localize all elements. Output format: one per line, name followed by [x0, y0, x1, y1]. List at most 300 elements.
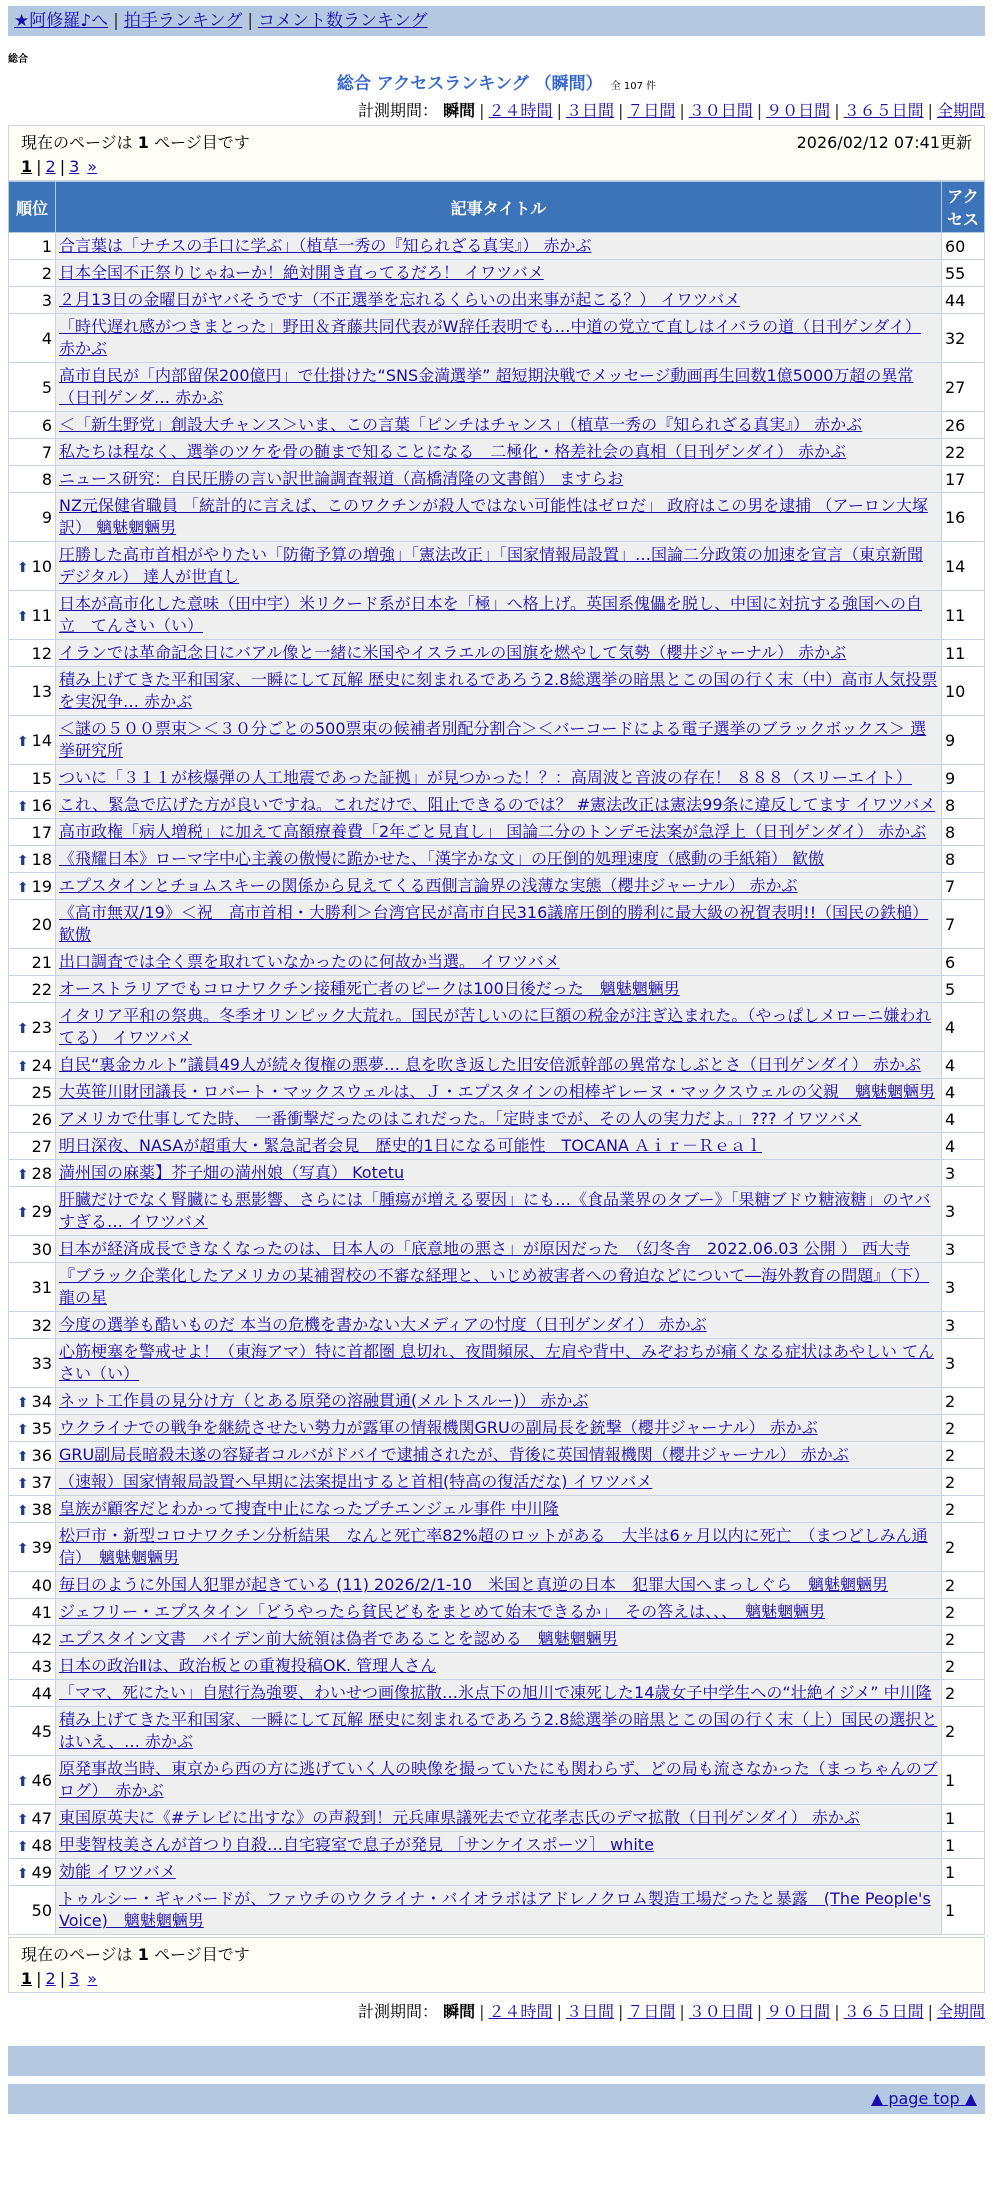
applause-ranking-link[interactable]: 拍手ランキング	[123, 11, 243, 31]
access-count: 8	[942, 792, 985, 819]
period-current: 瞬間	[443, 2002, 476, 2021]
access-count: 1	[942, 1886, 985, 1935]
title-cell	[56, 412, 942, 439]
rank-number: 35	[31, 1418, 52, 1438]
table-row	[9, 1003, 985, 1052]
rank-cell	[9, 363, 56, 412]
title-cell	[56, 1832, 942, 1859]
pager-page-3[interactable]: 3	[69, 157, 80, 176]
access-count: 55	[942, 260, 985, 287]
rank-number: 6	[41, 415, 52, 435]
title-cell	[56, 792, 942, 819]
rank-cell	[9, 716, 56, 765]
rank-cell	[9, 846, 56, 873]
title-cell	[56, 949, 942, 976]
rank-cell	[9, 1832, 56, 1859]
table-row	[9, 1805, 985, 1832]
article-link[interactable]: 出口調査では全く票を取れていなかったのに何故か当選。 イワツバメ	[59, 952, 560, 971]
up-arrow-icon: ⬆	[16, 1811, 29, 1828]
table-row	[9, 1653, 985, 1680]
pager-next[interactable]: »	[87, 1969, 98, 1988]
table-row	[9, 1388, 985, 1415]
rank-cell	[9, 412, 56, 439]
rank-cell	[9, 1079, 56, 1106]
table-row	[9, 1680, 985, 1707]
rank-number: 11	[31, 605, 52, 625]
title-cell	[56, 667, 942, 716]
up-arrow-icon: ⬆	[16, 879, 29, 896]
table-row	[9, 819, 985, 846]
rank-number: 36	[31, 1445, 52, 1465]
title-cell	[56, 1626, 942, 1653]
article-link[interactable]: 「時代遅れ感がつきまとった」野田＆斉藤共同代表がW辞任表明でも…中道の党立て直しはイバラの道（日刊ゲンダイ） 赤かぶ	[59, 317, 921, 358]
table-row	[9, 287, 985, 314]
table-row	[9, 1859, 985, 1886]
rank-number: 28	[31, 1163, 52, 1183]
table-row	[9, 1187, 985, 1236]
footer-bar	[8, 2046, 985, 2076]
up-arrow-icon: ⬆	[16, 1540, 29, 1557]
access-count: 2	[942, 1653, 985, 1680]
article-link[interactable]: オーストラリアでもコロナワクチン接種死亡者のピークは100日後だった 魑魅魍魎男	[59, 979, 680, 998]
article-link[interactable]: 日本が高市化した意味（田中宇）米リクード系が日本を「極」へ格上げ。英国系傀儡を脱し、中国に対抗する強国への自立 てんさい（い）	[59, 594, 923, 635]
period-24h[interactable]: ２４時間	[488, 101, 553, 120]
rank-cell	[9, 1707, 56, 1756]
period-30d[interactable]: ３０日間	[688, 2002, 753, 2021]
access-count: 2	[942, 1572, 985, 1599]
article-link[interactable]: 自民“裏金カルト”議員49人が続々復権の悪夢… 息を吹き返した旧安倍派幹部の異常なしぶとさ（日刊ゲンダイ） 赤かぶ	[59, 1055, 921, 1074]
title-cell	[56, 1339, 942, 1388]
rank-number: 16	[31, 795, 52, 815]
table-row	[9, 260, 985, 287]
ranking-table	[8, 181, 985, 1935]
table-row	[9, 1707, 985, 1756]
up-arrow-icon: ⬆	[16, 1838, 29, 1855]
rank-number: 41	[31, 1602, 52, 1622]
article-link[interactable]: 東国原英夫に《#テレビに出すな》の声殺到！元兵庫県議死去で立花孝志氏のデマ拡散（日刊ゲンダイ） 赤かぶ	[59, 1808, 860, 1827]
access-count: 44	[942, 287, 985, 314]
access-count: 10	[942, 667, 985, 716]
article-link[interactable]: NZ元保健省職員 「統計的に言えば、このワクチンが殺人ではない可能性はゼロだ」 政府はこの男を逮捕 （アーロン大塚訳） 魑魅魍魎男	[59, 496, 928, 537]
title-cell	[56, 591, 942, 640]
access-count: 26	[942, 412, 985, 439]
period-all[interactable]: 全期間	[936, 2002, 985, 2021]
up-arrow-icon: ⬆	[16, 559, 29, 576]
rank-number: 18	[31, 849, 52, 869]
rank-number: 7	[41, 442, 52, 462]
title-cell	[56, 233, 942, 260]
pager-page-3[interactable]: 3	[69, 1969, 80, 1988]
title-cell	[56, 716, 942, 765]
rank-number: 37	[31, 1472, 52, 1492]
table-row	[9, 976, 985, 1003]
period-30d[interactable]: ３０日間	[688, 101, 753, 120]
rank-number: 1	[41, 236, 52, 256]
article-link[interactable]: 『ブラック企業化したアメリカの某補習校の不審な経理と、いじめ被害者への脅迫などについて―海外教育の問題』（下） 龍の星	[59, 1266, 930, 1307]
access-count: 4	[942, 1003, 985, 1052]
title-cell	[56, 1707, 942, 1756]
title-cell	[56, 1106, 942, 1133]
table-row	[9, 765, 985, 792]
table-row	[9, 412, 985, 439]
article-link[interactable]: イランでは革命記念日にバアル像と一緒に米国やイスラエルの国旗を燃やして気勢（櫻井ジャーナル） 赤かぶ	[59, 643, 847, 662]
table-row	[9, 1339, 985, 1388]
rank-number: 43	[31, 1656, 52, 1676]
table-row	[9, 1832, 985, 1859]
access-count: 1	[942, 1832, 985, 1859]
table-row	[9, 900, 985, 949]
table-row	[9, 363, 985, 412]
table-row	[9, 716, 985, 765]
period-label: 計測期間：	[358, 101, 439, 120]
title-cell	[56, 846, 942, 873]
title-cell	[56, 1572, 942, 1599]
pager-next[interactable]: »	[87, 157, 98, 176]
rank-cell	[9, 873, 56, 900]
article-link[interactable]: 積み上げてきた平和国家、一瞬にして瓦解 歴史に刻まれるであろう2.8総選挙の暗黒とこの国の行く末（上）国民の選択とはいえ、… 赤かぶ	[59, 1710, 938, 1751]
period-90d[interactable]: ９０日間	[766, 2002, 831, 2021]
article-link[interactable]: 甲斐智枝美さんが首つり自殺…自宅寝室で息子が発見 ［サンケイスポーツ］ white	[59, 1835, 654, 1854]
title-cell	[56, 1312, 942, 1339]
rank-cell	[9, 1469, 56, 1496]
rank-number: 15	[31, 768, 52, 788]
article-link[interactable]: イタリア平和の祭典。冬季オリンピック大荒れ。国民が苦しいのに巨額の税金が注ぎ込まれた。（やっぱしメローニ嫌われてる） イワツバメ	[59, 1006, 932, 1047]
article-link[interactable]: 高市政権「病人増税」に加えて高額療養費「2年ごと見直し」 国論二分のトンデモ法案が急浮上（日刊ゲンダイ） 赤かぶ	[59, 822, 927, 841]
table-row	[9, 493, 985, 542]
article-link[interactable]: 私たちは程なく、選挙のツケを骨の髄まで知ることになる 二極化・格差社会の真相（日刊ゲンダイ） 赤かぶ	[59, 442, 847, 461]
table-row	[9, 1756, 985, 1805]
period-all[interactable]: 全期間	[936, 101, 985, 120]
rank-number: 31	[31, 1277, 52, 1297]
nav-separator: |	[113, 11, 119, 31]
period-90d[interactable]: ９０日間	[766, 101, 831, 120]
up-arrow-icon: ⬆	[16, 1204, 29, 1221]
rank-number: 4	[41, 328, 52, 348]
article-link[interactable]: 《高市無双/19》＜祝 高市首相・大勝利＞台湾官民が高市自民316議席圧倒的勝利に最大級の祝賀表明!!（国民の鉄槌） 歓傲	[59, 903, 929, 944]
table-row	[9, 439, 985, 466]
rank-number: 13	[31, 681, 52, 701]
ranking-title: 総合 アクセスランキング （瞬間）	[336, 74, 603, 94]
access-count: 5	[942, 976, 985, 1003]
rank-cell	[9, 1003, 56, 1052]
period-365d[interactable]: ３６５日間	[843, 2002, 924, 2021]
rank-number: 30	[31, 1239, 52, 1259]
pager-current: 1	[21, 157, 33, 176]
title-cell	[56, 640, 942, 667]
rank-number: 23	[31, 1017, 52, 1037]
pagetop-bar	[8, 2084, 985, 2114]
current-page-text: 現在のページは 1 ページ目です	[21, 1945, 250, 1964]
table-row	[9, 314, 985, 363]
rank-cell	[9, 1339, 56, 1388]
pager-bottom: 1 | 2 | 3 »	[21, 1969, 98, 1988]
article-link[interactable]: （速報）国家情報局設置へ早期に法案提出すると首相(特高の復活だな) イワツバメ	[59, 1472, 653, 1491]
article-link[interactable]: 高市自民が「内部留保200億円」で仕掛けた“SNS金満選挙” 超短期決戦でメッセージ動画再生回数1億5000万超の異常（日刊ゲンダ… 赤かぶ	[59, 366, 914, 407]
article-link[interactable]: 毎日のように外国人犯罪が起きている (11) 2026/2/1-10 米国と真逆の日本 犯罪大国へまっしぐら 魑魅魍魎男	[59, 1575, 889, 1594]
table-row	[9, 466, 985, 493]
rank-number: 2	[41, 263, 52, 283]
access-count: 4	[942, 1133, 985, 1160]
article-link[interactable]: 大英笹川財団議長・ロバート・マックスウェルは、Ｊ・エプスタインの相棒ギレーヌ・マックスウェルの父親 魑魅魍魎男	[59, 1082, 936, 1101]
article-link[interactable]: ＜謎の５００票束＞＜３０分ごとの500票束の候補者別配分割合＞＜バーコードによる電子選挙のブラックボックス＞ 選挙研究所	[59, 719, 927, 760]
rank-number: 19	[31, 876, 52, 896]
access-count: 2	[942, 1626, 985, 1653]
article-link[interactable]: エプスタインとチョムスキーの関係から見えてくる西側言論界の浅薄な実態（櫻井ジャーナル） 赤かぶ	[59, 876, 798, 895]
period-7d[interactable]: ７日間	[627, 2002, 676, 2021]
rank-cell	[9, 1236, 56, 1263]
title-cell	[56, 314, 942, 363]
title-cell	[56, 765, 942, 792]
article-link[interactable]: ニュース研究：自民圧勝の言い訳世論調査報道（高橋清隆の文書館） ますらお	[59, 469, 624, 488]
up-arrow-icon: ⬆	[16, 1865, 29, 1882]
article-link[interactable]: 合言葉は「ナチスの手口に学ぶ」（植草一秀の『知られざる真実』） 赤かぶ	[59, 236, 592, 255]
table-row	[9, 1599, 985, 1626]
header-access: アクセス	[942, 182, 985, 233]
period-current: 瞬間	[443, 101, 476, 120]
title-cell	[56, 1236, 942, 1263]
up-arrow-icon: ⬆	[16, 1421, 29, 1438]
rank-cell	[9, 949, 56, 976]
page-info-top	[8, 125, 985, 181]
rank-cell	[9, 314, 56, 363]
title-cell	[56, 542, 942, 591]
up-arrow-icon: ⬆	[16, 1773, 29, 1790]
article-link[interactable]: 日本の政治Ⅱは、政治板との重複投稿OK. 管理人さん	[59, 1656, 437, 1675]
access-count: 16	[942, 493, 985, 542]
title-cell	[56, 1187, 942, 1236]
rank-cell	[9, 493, 56, 542]
rank-number: 24	[31, 1055, 52, 1075]
rank-number: 29	[31, 1201, 52, 1221]
rank-number: 44	[31, 1683, 52, 1703]
rank-number: 49	[31, 1862, 52, 1882]
top-nav-bar	[8, 6, 985, 36]
rank-cell	[9, 1653, 56, 1680]
updated-timestamp: 2026/02/12 07:41更新	[796, 133, 972, 152]
access-count: 27	[942, 363, 985, 412]
rank-cell	[9, 1133, 56, 1160]
table-row	[9, 1312, 985, 1339]
table-row	[9, 873, 985, 900]
access-count: 4	[942, 1079, 985, 1106]
access-count: 1	[942, 1805, 985, 1832]
rank-cell	[9, 976, 56, 1003]
access-count: 3	[942, 1160, 985, 1187]
article-link[interactable]: ネット工作員の見分け方（とある原発の溶融貫通(メルトスルー)） 赤かぶ	[59, 1391, 589, 1410]
article-link[interactable]: 「ママ、死にたい」自慰行為強要、わいせつ画像拡散…氷点下の旭川で凍死した14歳女子中学生への“壮絶イジメ” 中川隆	[59, 1683, 932, 1702]
ranking-body	[9, 233, 985, 1935]
rank-number: 47	[31, 1808, 52, 1828]
access-count: 3	[942, 1263, 985, 1312]
up-arrow-icon: ⬆	[16, 1502, 29, 1519]
article-link[interactable]: ジェフリー・エプスタイン「どうやったら貧民どもをまとめて始末できるか」 その答えは、、、 魑魅魍魎男	[59, 1602, 826, 1621]
rank-cell	[9, 1263, 56, 1312]
rank-cell	[9, 1680, 56, 1707]
access-count: 17	[942, 466, 985, 493]
access-count: 14	[942, 542, 985, 591]
access-count: 2	[942, 1680, 985, 1707]
title-cell	[56, 363, 942, 412]
up-arrow-icon: ⬆	[16, 733, 29, 750]
article-link[interactable]: エプスタイン文書 バイデン前大統領は偽者であることを認める 魑魅魍魎男	[59, 1629, 618, 1648]
article-link[interactable]: 原発事故当時、東京から西の方に逃げていく人の映像を撮っていたにも関わらず、どの局も流さなかった（まっちゃんのブログ） 赤かぶ	[59, 1759, 938, 1800]
up-arrow-icon: ⬆	[16, 852, 29, 869]
table-row	[9, 1236, 985, 1263]
period-365d[interactable]: ３６５日間	[843, 101, 924, 120]
up-arrow-icon: ⬆	[16, 1475, 29, 1492]
up-arrow-icon: ⬆	[16, 608, 29, 625]
title-cell	[56, 1886, 942, 1935]
rank-number: 3	[41, 290, 52, 310]
rank-number: 12	[31, 643, 52, 663]
title-cell	[56, 976, 942, 1003]
page-info-bottom	[8, 1937, 985, 1993]
article-link[interactable]: アメリカで仕事してた時、 一番衝撃だったのはこれだった。「定時までが、その人の実力だよ。」??? イワツバメ	[59, 1109, 862, 1128]
up-arrow-icon: ⬆	[16, 1448, 29, 1465]
access-count: 2	[942, 1523, 985, 1572]
article-link[interactable]: 日本が経済成長できなくなったのは、日本人の「底意地の悪さ」が原因だった （幻冬舎 2022.06.03 公開 ） 西大寺	[59, 1239, 910, 1258]
pager-top: 1 | 2 | 3 »	[21, 157, 98, 176]
access-count: 22	[942, 439, 985, 466]
rank-number: 42	[31, 1629, 52, 1649]
nav-separator: |	[247, 11, 254, 31]
current-page-text: 現在のページは 1 ページ目です	[21, 133, 250, 152]
table-row	[9, 640, 985, 667]
article-link[interactable]: 《飛耀日本》ローマ字中心主義の傲慢に跪かせた、「漢字かな文」の圧倒的処理速度（感動の手紙箱） 歓傲	[59, 849, 825, 868]
article-link[interactable]: 今度の選挙も酷いものだ 本当の危機を書かない大メディアの忖度（日刊ゲンダイ） 赤かぶ	[59, 1315, 707, 1334]
access-count: 2	[942, 1599, 985, 1626]
article-link[interactable]: 明日深夜、NASAが超重大・緊急記者会見 歴史的1日になる可能性 TOCANA Ａｉｒ－Ｒｅａｌ	[59, 1136, 762, 1155]
title-cell	[56, 287, 942, 314]
rank-cell	[9, 1496, 56, 1523]
period-selector-bottom: 計測期間： 瞬間 | ２４時間 | ３日間 | ７日間 | ３０日間 | ９０日間 | ３６５日間 | 全期間	[358, 2002, 985, 2021]
title-cell	[56, 900, 942, 949]
period-7d[interactable]: ７日間	[627, 101, 676, 120]
rank-cell	[9, 466, 56, 493]
table-row	[9, 1572, 985, 1599]
table-row	[9, 1496, 985, 1523]
title-cell	[56, 1052, 942, 1079]
access-count: 7	[942, 873, 985, 900]
access-count: 2	[942, 1707, 985, 1756]
table-row	[9, 792, 985, 819]
rank-cell	[9, 1160, 56, 1187]
article-link[interactable]: ついに「３１１が核爆弾の人工地震であった証拠」が見つかった！？：高周波と音波の存在！ ８８８（スリーエイト）	[59, 768, 912, 787]
rank-cell	[9, 1312, 56, 1339]
rank-cell	[9, 233, 56, 260]
access-count: 7	[942, 900, 985, 949]
page-top-link[interactable]: ▲ page top ▲	[870, 2089, 977, 2108]
rank-cell	[9, 1886, 56, 1935]
table-row	[9, 1469, 985, 1496]
page-title	[8, 69, 985, 94]
article-link[interactable]: 肝臓だけでなく腎臓にも悪影響、さらには「腫瘍が増える要因」にも…《食品業界のタブー》「果糖ブドウ糖液糖」のヤバすぎる… イワツバメ	[59, 1190, 931, 1231]
title-cell	[56, 1859, 942, 1886]
article-link[interactable]: ２月13日の金曜日がヤバそうです（不正選挙を忘れるくらいの出来事が起こる？） イワツバメ	[59, 290, 741, 309]
title-cell	[56, 1003, 942, 1052]
rank-number: 34	[31, 1391, 52, 1411]
access-count: 1	[942, 1756, 985, 1805]
rank-cell	[9, 1106, 56, 1133]
rank-number: 33	[31, 1353, 52, 1373]
article-link[interactable]: 積み上げてきた平和国家、一瞬にして瓦解 歴史に刻まれるであろう2.8総選挙の暗黒とこの国の行く末（中）高市人気投票を実況争… 赤かぶ	[59, 670, 938, 711]
comment-ranking-link[interactable]: コメント数ランキング	[258, 11, 428, 31]
access-count: 1	[942, 1859, 985, 1886]
rank-cell	[9, 439, 56, 466]
rank-number: 48	[31, 1835, 52, 1855]
article-link[interactable]: 心筋梗塞を警戒せよ！（東海アマ）特に首都圏 息切れ、夜間頻尿、左肩や背中、みぞおちが痛くなる症状はあやしい てんさい（い）	[59, 1342, 935, 1383]
rank-cell	[9, 1523, 56, 1572]
rank-number: 20	[31, 914, 52, 934]
period-3d[interactable]: ３日間	[565, 101, 614, 120]
table-row	[9, 1106, 985, 1133]
title-cell	[56, 1523, 942, 1572]
article-link[interactable]: 松戸市・新型コロナワクチン分析結果 なんと死亡率82%超のロットがある 大半は6ヶ月以内に死亡 （まつどしみん通信） 魑魅魍魎男	[59, 1526, 928, 1567]
access-count: 9	[942, 765, 985, 792]
article-link[interactable]: トゥルシー・ギャバードが、ファウチのウクライナ・バイオラボはアドレノクロム製造工場だったと暴露 (The People's Voice) 魑魅魍魎男	[59, 1889, 931, 1930]
table-row	[9, 591, 985, 640]
title-cell	[56, 1805, 942, 1832]
table-row	[9, 1626, 985, 1653]
pager-page-2[interactable]: 2	[45, 1969, 56, 1988]
article-link[interactable]: GRU副局長暗殺未遂の容疑者コルバがドバイで逮捕されたが、背後に英国情報機関（櫻井ジャーナル） 赤かぶ	[59, 1445, 849, 1464]
title-cell	[56, 1442, 942, 1469]
up-arrow-icon: ⬆	[16, 1020, 29, 1037]
title-cell	[56, 493, 942, 542]
title-cell	[56, 466, 942, 493]
article-link[interactable]: これ、緊急で広げた方が良いですね。これだけで、阻止できるのでは？ #憲法改正は憲法99条に違反してます イワツバメ	[59, 795, 936, 814]
rank-number: 27	[31, 1136, 52, 1156]
rank-number: 10	[31, 556, 52, 576]
article-link[interactable]: 日本全国不正祭りじゃねーか！絶対開き直ってるだろ！ イワツバメ	[59, 263, 544, 282]
rank-cell	[9, 819, 56, 846]
pager-page-2[interactable]: 2	[45, 157, 56, 176]
table-row	[9, 1133, 985, 1160]
article-link[interactable]: 効能 イワツバメ	[59, 1862, 176, 1881]
article-link[interactable]: ウクライナでの戦争を継続させたい勢力が露軍の情報機関GRUの副局長を銃撃（櫻井ジャーナル） 赤かぶ	[59, 1418, 818, 1437]
period-24h[interactable]: ２４時間	[488, 2002, 553, 2021]
access-count: 2	[942, 1415, 985, 1442]
rank-number: 38	[31, 1499, 52, 1519]
rank-cell	[9, 1626, 56, 1653]
rank-number: 21	[31, 952, 52, 972]
article-link[interactable]: 皇族が顧客だとわかって捜査中止になったプチエンジェル事件 中川隆	[59, 1499, 559, 1518]
rank-cell	[9, 1442, 56, 1469]
rank-number: 22	[31, 979, 52, 999]
rank-cell	[9, 765, 56, 792]
article-link[interactable]: 満州国の麻薬】芥子畑の満州娘（写真） Kotetu	[59, 1163, 405, 1182]
rank-cell	[9, 1756, 56, 1805]
rank-number: 45	[31, 1721, 52, 1741]
article-link[interactable]: ＜「新生野党」創設大チャンス＞いま、この言葉「ピンチはチャンス」（植草一秀の『知られざる真実』） 赤かぶ	[59, 415, 863, 434]
home-link[interactable]: ★阿修羅♪へ	[14, 11, 109, 31]
table-row	[9, 1523, 985, 1572]
access-count: 60	[942, 233, 985, 260]
title-cell	[56, 1388, 942, 1415]
up-arrow-icon: ⬆	[16, 1058, 29, 1075]
title-cell	[56, 1599, 942, 1626]
access-count: 2	[942, 1496, 985, 1523]
title-cell	[56, 1079, 942, 1106]
title-cell	[56, 819, 942, 846]
title-cell	[56, 1415, 942, 1442]
table-row	[9, 1052, 985, 1079]
access-count: 3	[942, 1236, 985, 1263]
period-3d[interactable]: ３日間	[565, 2002, 614, 2021]
article-link[interactable]: 圧勝した高市首相がやりたい「防衛予算の増強」「憲法改正」「国家情報局設置」…国論二分政策の加速を宣言（東京新聞デジタル） 達人が世直し	[59, 545, 924, 586]
category-label: 総合	[8, 54, 28, 65]
table-row	[9, 1263, 985, 1312]
